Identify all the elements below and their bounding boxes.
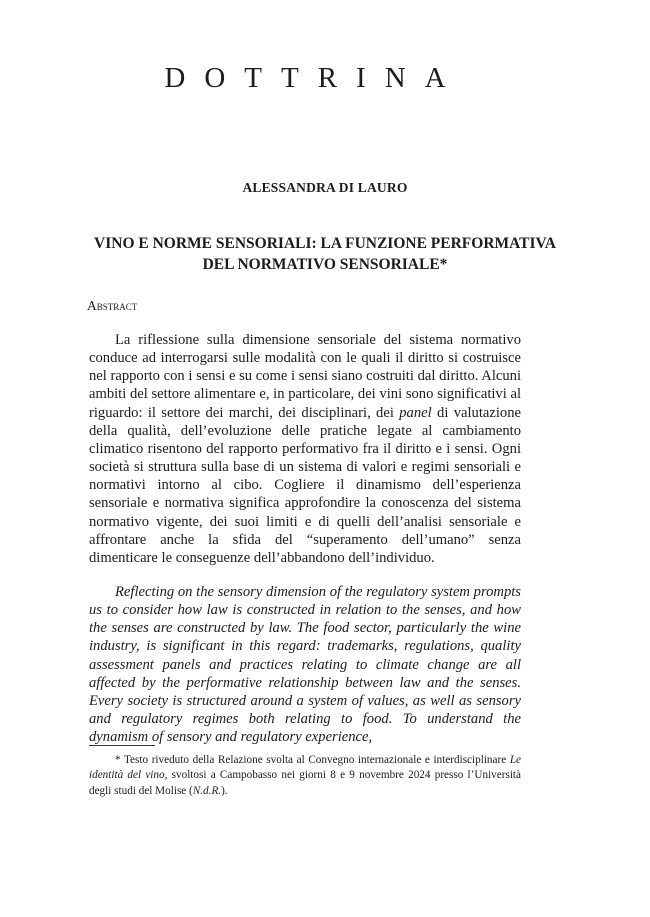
article-title <box>60 233 590 275</box>
article-title-line-2: DEL NORMATIVO SENSORIALE* <box>202 256 448 273</box>
footnote-separator <box>89 745 155 746</box>
footnote <box>89 753 521 799</box>
abstract-italian-paragraph <box>89 331 521 567</box>
abstract-italian-text-part-1: La riflessione sulla dimensione sensoriale del sistema normativo conduce ad interrogarsi sulle modalità con le quali il diritto si costruisce nel rapporto con i sensi e su come i sensi siano costruiti dal diritto. Alcuni ambiti del settore alimentare e, in particolare, dei vini sono significativi al riguardo: il settore dei marchi, dei disciplinari, dei <box>89 332 521 421</box>
footnote-conference-title: Le identità del vino <box>89 754 521 782</box>
footnote-text-part-1: * Testo riveduto della Relazione svolta al Convegno internazionale e interdisciplinare <box>115 754 510 766</box>
abstract-italian-panel-word: panel <box>399 404 432 421</box>
abstract-italian <box>89 331 521 567</box>
abstract-english <box>89 583 521 746</box>
section-heading: DOTTRINA <box>164 62 465 94</box>
footnote-text <box>89 753 521 799</box>
author-name: ALESSANDRA DI LAURO <box>242 180 408 195</box>
abstract-italian-text-part-2: di valutazione della qualità, dell’evoluzione delle pratiche legate al cambiamento climatico risentono del rapporto performativo fra il diritto e i sensi. Ogni società si struttura sulla base di un sistema di valori e regimi sensoriali e normativi intorno al cibo. Cogliere il dinamismo dell’esperienza sensoriale e normativa significa approfondire la conoscenza del sistema normativo vigente, dei suoi limiti e di quelli dell’analisi sensoriale e affrontare anche la sfida del “superamento dell’umano” senza dimenticare le conseguenze dell’abbandono dell’individuo. <box>89 404 521 566</box>
footnote-ndr: N.d.R. <box>192 784 222 797</box>
article-title-line-1: VINO E NORME SENSORIALI: LA FUNZIONE PERFORMATIVA <box>94 235 556 252</box>
abstract-label: Abstract <box>87 298 138 313</box>
abstract-english-paragraph: Reflecting on the sensory dimension of the regulatory system prompts us to consider how law is constructed in relation to the senses, and how the senses are constructed by law. The food sector, particularly the wine industry, is significant in this regard: trademarks, regulations, quality assessment panels and practices relating to climate change are all affected by the performative relationship between law and the senses. Every society is structured around a system of values, as well as sensory and regulatory regimes both relating to food. To understand the dynamism of sensory and regulatory experience, <box>89 584 521 746</box>
footnote-text-part-3: ). <box>221 784 228 797</box>
footnote-text-part-2: , svoltosi a Campobasso nei giorni 8 e 9 novembre 2024 presso l’Università degli studi del Molise ( <box>89 769 521 797</box>
